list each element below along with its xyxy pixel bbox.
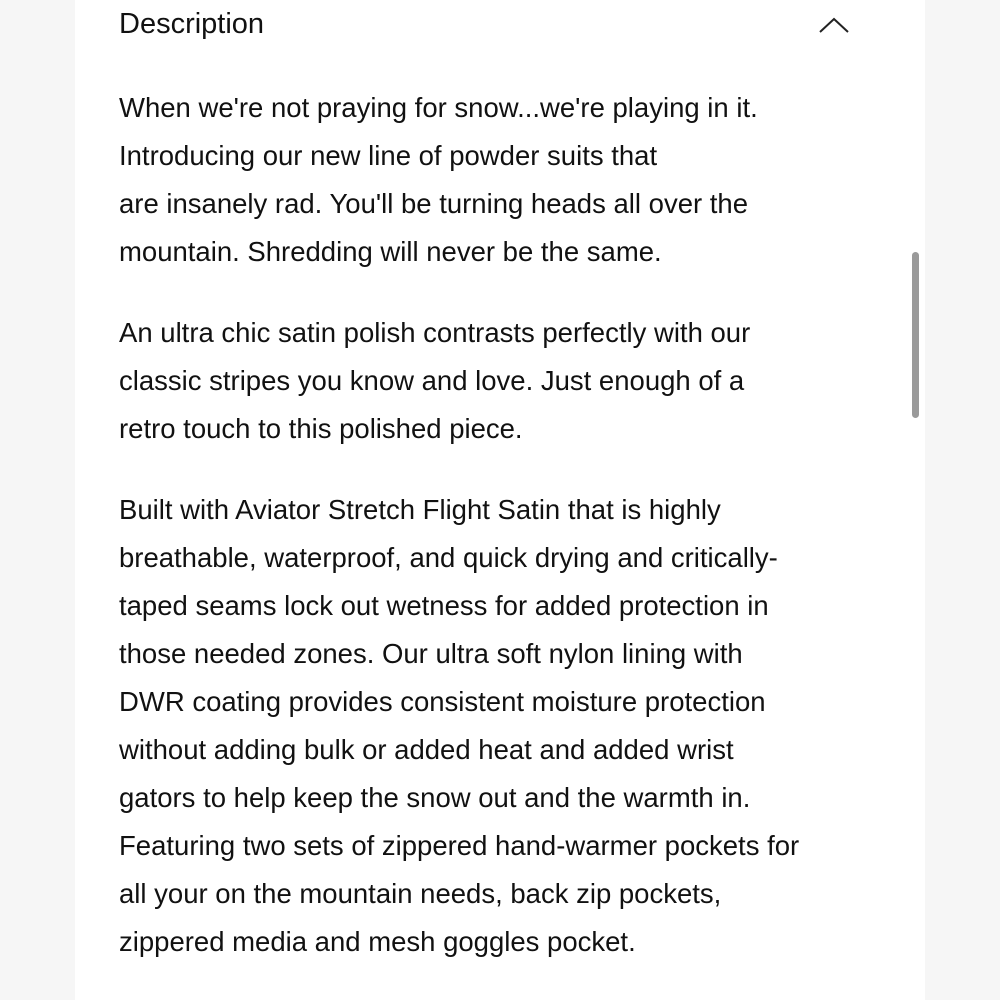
text-line: classic stripes you know and love. Just enough of a xyxy=(119,365,745,396)
description-header[interactable] xyxy=(119,0,859,52)
description-paragraph xyxy=(119,84,889,276)
description-paragraph xyxy=(119,486,889,966)
text-line: zippered media and mesh goggles pocket. xyxy=(119,926,636,957)
description-panel xyxy=(75,0,925,1000)
text-line: those needed zones. Our ultra soft nylon lining with xyxy=(119,638,743,669)
scrollbar-thumb[interactable] xyxy=(912,252,919,418)
text-line: Featuring two sets of zippered hand-warmer pockets for xyxy=(119,830,800,861)
text-line: When we're not praying for snow...we're playing in it. xyxy=(119,92,758,123)
text-line: all your on the mountain needs, back zip pockets, xyxy=(119,878,722,909)
text-line: Built with Aviator Stretch Flight Satin that is highly xyxy=(119,494,721,525)
description-paragraph xyxy=(119,309,889,453)
description-title: Description xyxy=(119,8,265,40)
text-line: mountain. Shredding will never be the same. xyxy=(119,236,662,267)
description-body xyxy=(119,84,889,999)
text-line: gators to help keep the snow out and the warmth in. xyxy=(119,782,751,813)
text-line: are insanely rad. You'll be turning heads all over the xyxy=(119,188,749,219)
text-line: taped seams lock out wetness for added protection in xyxy=(119,590,769,621)
text-line: retro touch to this polished piece. xyxy=(119,413,523,444)
text-line: Introducing our new line of powder suits that xyxy=(119,140,658,171)
text-line: without adding bulk or added heat and added wrist xyxy=(119,734,734,765)
text-line: DWR coating provides consistent moisture protection xyxy=(119,686,766,717)
text-line: breathable, waterproof, and quick drying and critically- xyxy=(119,542,778,573)
chevron-up-icon[interactable] xyxy=(814,8,854,38)
text-line: An ultra chic satin polish contrasts perfectly with our xyxy=(119,317,751,348)
